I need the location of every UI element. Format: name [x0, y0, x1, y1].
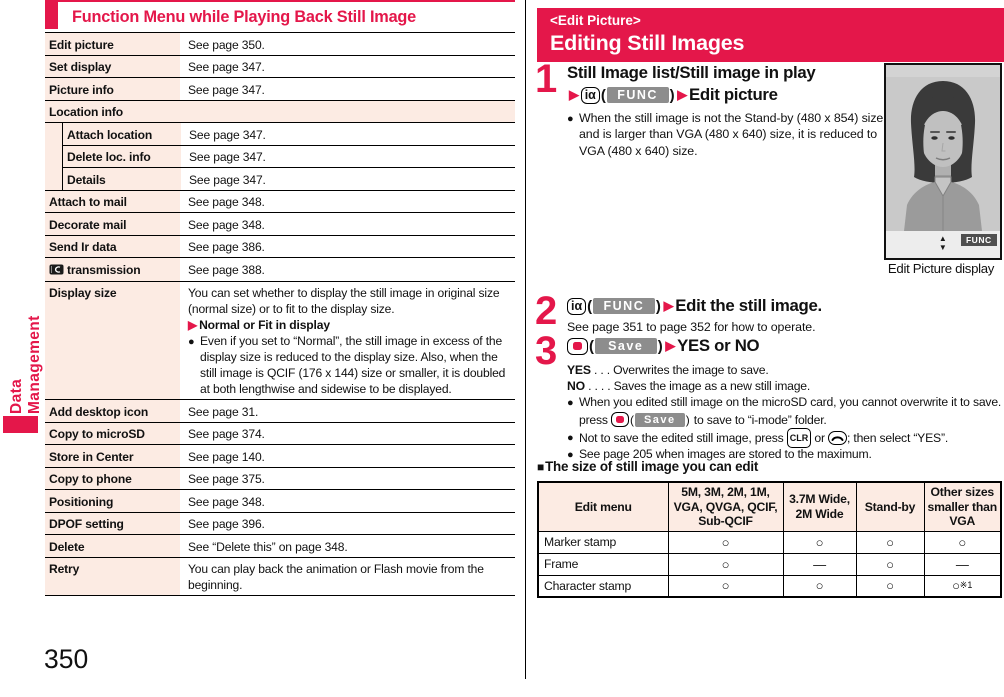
row-label: Attach location — [63, 123, 181, 145]
col-header: 5M, 3M, 2M, 1M, VGA, QVGA, QCIF, Sub-QCIF — [668, 482, 783, 531]
center-select-key-icon — [567, 338, 588, 355]
cell: ○ — [668, 553, 783, 575]
table-row — [45, 191, 515, 214]
table-row — [45, 258, 515, 282]
step1-bullet: ● When the still image is not the Stand-by (480 x 854) size and is larger than VGA (480 x 640) size, it is reduced to VGA (480 x 640) size. — [567, 111, 884, 158]
scroll-arrows-icon: ▲ ▼ — [938, 234, 947, 252]
function-menu-title-block — [45, 0, 515, 33]
size-table-header-row — [538, 482, 1001, 531]
cell: ○ — [856, 553, 924, 575]
row-label: Store in Center — [45, 445, 180, 467]
size-table — [537, 481, 1002, 598]
table-row-display-size — [45, 282, 515, 401]
table-row — [45, 513, 515, 536]
row-value: See page 375. — [180, 468, 515, 490]
page-number: 350 — [44, 644, 89, 674]
row-label: Picture info — [45, 78, 180, 100]
black-square-icon: ■ — [537, 459, 545, 474]
red-arrow-icon: ▶ — [569, 87, 579, 102]
ic-transmission-icon — [49, 263, 64, 279]
screen-softkey-bar — [886, 231, 1000, 258]
row-label: Copy to microSD — [45, 423, 180, 445]
table-row — [45, 558, 515, 597]
indent-strip — [45, 123, 62, 146]
paren-open: ( — [589, 337, 594, 355]
row-value: See page 347. — [180, 78, 515, 100]
table-row — [45, 423, 515, 446]
row-value: See “Delete this” on page 348. — [180, 535, 515, 557]
clear-key-icon: CLR — [787, 428, 812, 448]
bullet-icon: ● — [188, 336, 195, 348]
red-arrow-icon: ▶ — [188, 318, 198, 332]
screenshot-caption: Edit Picture display — [887, 261, 995, 276]
i-alpha-key-icon: iα — [567, 298, 586, 315]
bullet-icon: ● — [567, 432, 574, 444]
paren-close: ) — [655, 297, 661, 315]
step3-bullet-1: ● When you edited still image on the microSD card, you cannot overwrite it to save. press ( Save ) to save to “i-mode” folder. — [567, 394, 1004, 429]
row-label: Frame — [538, 553, 668, 575]
i-alpha-key-icon: iα — [581, 87, 600, 104]
end-call-key-icon — [828, 431, 847, 445]
row-value — [180, 282, 515, 400]
column-divider — [525, 0, 526, 679]
func-softkey-label: FUNC — [607, 87, 669, 103]
cell: ○ — [924, 531, 1001, 553]
table-row — [45, 490, 515, 513]
row-label: Marker stamp — [538, 531, 668, 553]
cell: ○ — [856, 531, 924, 553]
table-row — [45, 400, 515, 423]
no-definition: NO . . . . Saves the image as a new still image. — [567, 379, 811, 393]
row-label: Location info — [45, 101, 515, 123]
paren-open: ( — [587, 297, 592, 315]
cell: ○ — [783, 575, 856, 597]
step2-note: See page 351 to page 352 for how to operate. — [567, 320, 816, 334]
row-label: Add desktop icon — [45, 400, 180, 422]
step-number: 1 — [535, 57, 556, 101]
step2-command — [567, 294, 822, 318]
row-label: Attach to mail — [45, 191, 180, 213]
function-menu-panel — [45, 0, 515, 596]
red-arrow-icon: ▶ — [665, 338, 676, 353]
row-value: See page 388. — [180, 258, 515, 281]
table-row — [45, 535, 515, 558]
cell: ○ — [856, 575, 924, 597]
paren-open: ( — [600, 86, 606, 104]
row-label: Delete loc. info — [63, 146, 181, 168]
step2-action: Edit the still image. — [675, 296, 822, 315]
step-2 — [535, 289, 822, 334]
save-softkey-label: Save — [595, 338, 657, 354]
section-tag: <Edit Picture> — [550, 13, 641, 28]
bullet-icon: ● — [567, 397, 574, 409]
row-value: See page 347. — [181, 168, 515, 190]
step-1 — [535, 57, 889, 159]
indent-strip — [45, 146, 62, 169]
row-value: See page 348. — [180, 191, 515, 213]
function-menu-table — [45, 33, 515, 596]
step-number: 2 — [535, 289, 556, 333]
table-row — [45, 33, 515, 56]
row-label: Send Ir data — [45, 236, 180, 258]
row-label: Copy to phone — [45, 468, 180, 490]
col-header: Edit menu — [538, 482, 668, 531]
col-header: Stand-by — [856, 482, 924, 531]
row-label: Edit picture — [45, 33, 180, 55]
red-arrow-icon: ▶ — [677, 87, 687, 102]
display-size-action: ▶ Normal or Fit in display — [188, 318, 330, 332]
row-value: See page 350. — [180, 33, 515, 55]
red-title-bar — [45, 0, 58, 29]
sidebar-section-tab — [3, 416, 38, 433]
row-label: Decorate mail — [45, 213, 180, 235]
cell: ○$^{※1}$ — [924, 575, 1001, 597]
row-value: See page 374. — [180, 423, 515, 445]
section-header — [537, 8, 1004, 62]
table-sub-row — [45, 146, 515, 169]
func-softkey-on-screen: FUNC — [961, 234, 997, 246]
table-row — [45, 78, 515, 101]
indent-strip — [45, 168, 62, 190]
sidebar-section-label: Data Management — [8, 315, 43, 414]
row-label: Character stamp — [538, 575, 668, 597]
table-row — [45, 468, 515, 491]
cell: — — [783, 553, 856, 575]
edit-picture-display-screenshot — [884, 63, 1002, 260]
row-value: See page 140. — [180, 445, 515, 467]
center-select-key-icon — [611, 412, 629, 427]
step1-command — [567, 83, 889, 107]
cell: ○ — [668, 531, 783, 553]
size-section-heading: ■ The size of still image you can edit — [537, 459, 759, 474]
step-number: 3 — [535, 329, 556, 373]
display-size-text: You can set whether to display the still image in original size (normal size) or to fit to the display size. — [188, 286, 500, 316]
portrait-photo — [886, 65, 1000, 231]
row-label: Display size — [45, 282, 180, 400]
table-section-row — [45, 101, 515, 124]
row-value: See page 31. — [180, 400, 515, 422]
row-label: Set display — [45, 56, 180, 78]
row-value: See page 347. — [181, 146, 515, 168]
display-size-bullet: ● Even if you set to “Normal”, the still image in excess of the display size is reduced to the display size. Also, when the still image is QCIF (176 x 144) size or smaller, it is doubled at both lengthwise and sidewise to be displayed. — [188, 334, 506, 396]
row-value: See page 347. — [180, 56, 515, 78]
table-row — [45, 445, 515, 468]
row-value: See page 347. — [181, 123, 515, 145]
table-row — [45, 213, 515, 236]
row-value: You can play back the animation or Flash movie from the beginning. — [180, 558, 515, 596]
paren-close: ) — [657, 337, 663, 355]
row-value: See page 348. — [180, 490, 515, 512]
table-row — [45, 56, 515, 79]
bullet-icon: ● — [567, 113, 574, 125]
step3-action: YES or NO — [677, 336, 760, 355]
cell: — — [924, 553, 1001, 575]
row-label: Delete — [45, 535, 180, 557]
paren-close: ) — [669, 86, 675, 104]
step1-headline: Still Image list/Still image in play — [567, 63, 816, 82]
col-header: 3.7M Wide, 2M Wide — [783, 482, 856, 531]
table-sub-row — [45, 168, 515, 191]
row-label: Retry — [45, 558, 180, 596]
step3-bullet-3: ● See page 205 when images are stored to the maximum. — [567, 447, 872, 461]
save-softkey-label: Save — [635, 413, 685, 427]
size-table-row — [538, 531, 1001, 553]
step3-bullet-2: ● Not to save the edited still image, press CLR or ; then select “YES”. — [567, 429, 1004, 446]
row-label: transmission — [45, 258, 180, 281]
section-title: Editing Still Images — [550, 31, 745, 55]
row-label: Details — [63, 168, 181, 190]
size-table-row — [538, 575, 1001, 597]
row-label: Positioning — [45, 490, 180, 512]
row-value: See page 348. — [180, 213, 515, 235]
row-value: See page 386. — [180, 236, 515, 258]
table-row — [45, 236, 515, 259]
table-sub-row — [45, 123, 515, 146]
cell: ○ — [783, 531, 856, 553]
row-value: See page 396. — [180, 513, 515, 535]
bullet-icon: ● — [567, 449, 574, 461]
func-softkey-label: FUNC — [593, 298, 655, 314]
step-3 — [535, 329, 1004, 463]
col-header: Other sizes smaller than VGA — [924, 482, 1001, 531]
red-arrow-icon: ▶ — [663, 298, 674, 313]
yes-definition: YES . . . Overwrites the image to save. — [567, 363, 769, 377]
red-rule — [45, 0, 515, 2]
step1-action: Edit picture — [688, 85, 778, 104]
function-menu-title: Function Menu while Playing Back Still Image — [72, 8, 417, 26]
cell: ○ — [668, 575, 783, 597]
row-label: DPOF setting — [45, 513, 180, 535]
save-key-instruction: press ( Save ) to save to “i-mode” folder. — [579, 412, 827, 427]
step3-command — [567, 334, 1004, 358]
size-table-row — [538, 553, 1001, 575]
